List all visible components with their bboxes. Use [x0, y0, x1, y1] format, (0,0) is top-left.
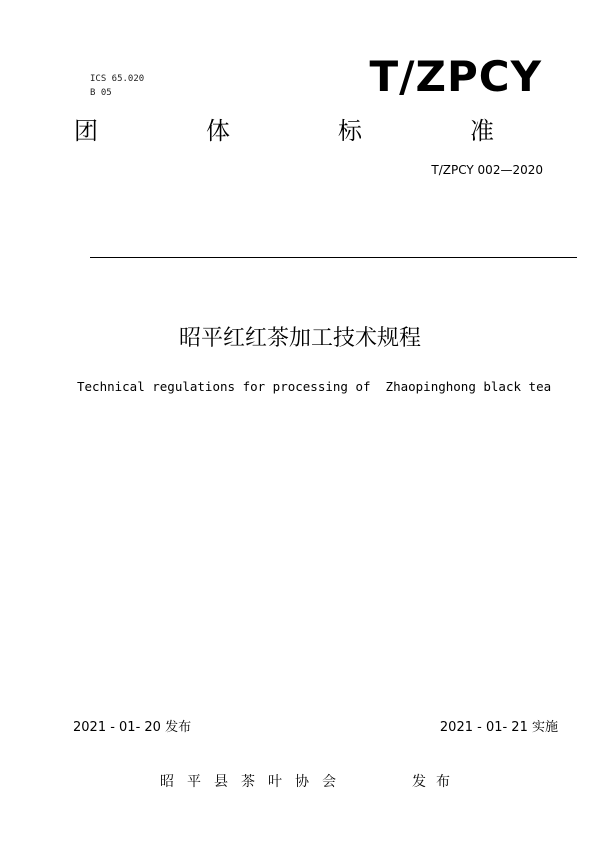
- standard-number: T/ZPCY 002—2020: [431, 163, 543, 177]
- standard-type-char: 标: [338, 117, 362, 145]
- publisher-name: 昭平县茶叶协会: [160, 774, 349, 790]
- header-divider: [90, 257, 577, 258]
- standard-code-logo: T/ZPCY: [369, 52, 542, 101]
- ccs-code: B 05: [90, 88, 112, 98]
- standard-type-char: 体: [206, 117, 230, 145]
- title-chinese: 昭平红红茶加工技术规程: [178, 326, 421, 351]
- publish-label: 发布: [412, 774, 460, 790]
- standard-type: [74, 116, 494, 146]
- title-english: Technical regulations for processing of Zhaopinghong black tea: [77, 379, 552, 394]
- standard-type-char: 团: [74, 117, 98, 145]
- ics-code: ICS 65.020: [90, 74, 145, 84]
- standard-type-char: 准: [470, 117, 494, 145]
- implement-date: 2021 - 01- 21 实施: [439, 720, 558, 735]
- publish-date: 2021 - 01- 20 发布: [73, 720, 192, 735]
- classification-codes: [90, 72, 144, 100]
